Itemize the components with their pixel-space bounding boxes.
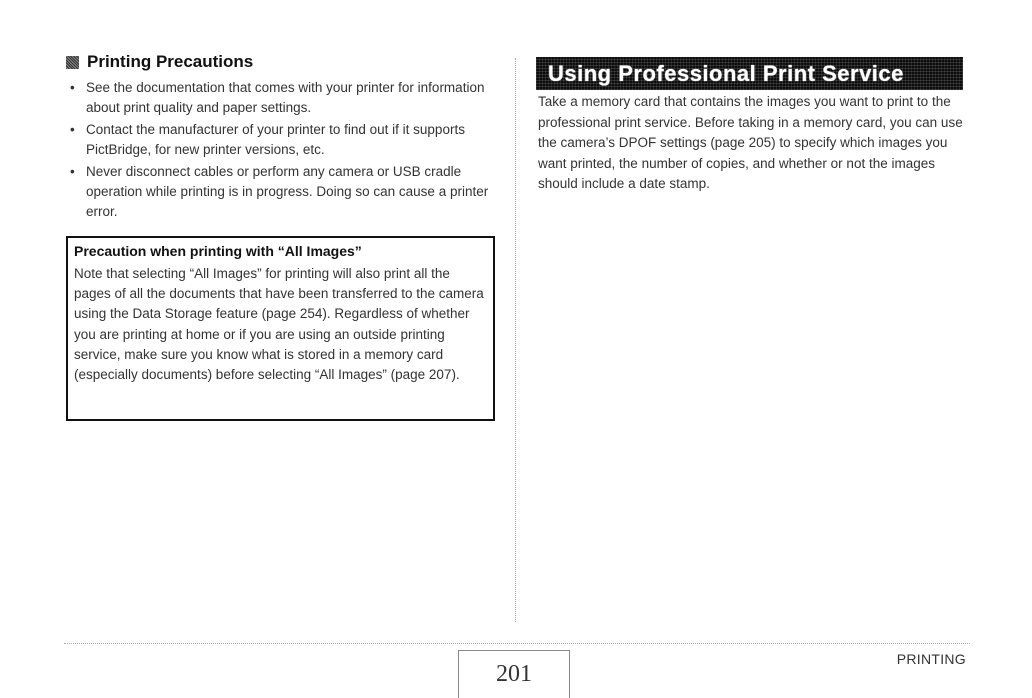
section-banner — [536, 57, 963, 90]
heading-square-icon — [66, 56, 79, 69]
bullet-icon: • — [70, 164, 75, 179]
chapter-label: PRINTING — [896, 651, 966, 667]
column-divider — [515, 58, 516, 622]
list-item-text: Never disconnect cables or perform any camera or USB cradle operation while printing is in progress. Doing so can cause a printer error. — [86, 164, 489, 219]
banner-title: Using Professional Print Service — [548, 60, 904, 86]
list-item-text: See the documentation that comes with your printer for information about print quality and paper settings. — [86, 80, 485, 115]
section-heading-text: Printing Precautions — [87, 52, 254, 71]
precautions-list — [66, 78, 496, 222]
left-column — [66, 52, 496, 224]
section-heading — [66, 52, 496, 72]
precaution-box — [66, 236, 495, 421]
list-item — [66, 162, 496, 222]
precaution-title: Precaution when printing with “All Images” — [74, 243, 362, 259]
page-number: 201 — [496, 661, 532, 687]
list-item — [66, 78, 496, 118]
page-number-box — [458, 650, 570, 698]
precaution-body: Note that selecting “All Images” for printing will also print all the pages of all the documents that have been transferred to the camera using the Data Storage feature (page 254). Regardless of whether you are printing at home or if you are using an outside printing service, make sure you know what is stored in a memory card (especially documents) before selecting “All Images” (page 207). — [74, 266, 484, 383]
footer-divider — [64, 643, 970, 644]
bullet-icon: • — [70, 122, 75, 137]
right-body-text: Take a memory card that contains the images you want to print to the professional print service. Before taking in a memory card, you can use the camera’s DPOF settings (page 205) to specify which images you want printed, the number of copies, and whether or not the images should include a date stamp. — [538, 94, 963, 191]
bullet-icon: • — [70, 80, 75, 95]
list-item-text: Contact the manufacturer of your printer to find out if it supports PictBridge, for new printer versions, etc. — [86, 122, 465, 157]
list-item — [66, 120, 496, 160]
